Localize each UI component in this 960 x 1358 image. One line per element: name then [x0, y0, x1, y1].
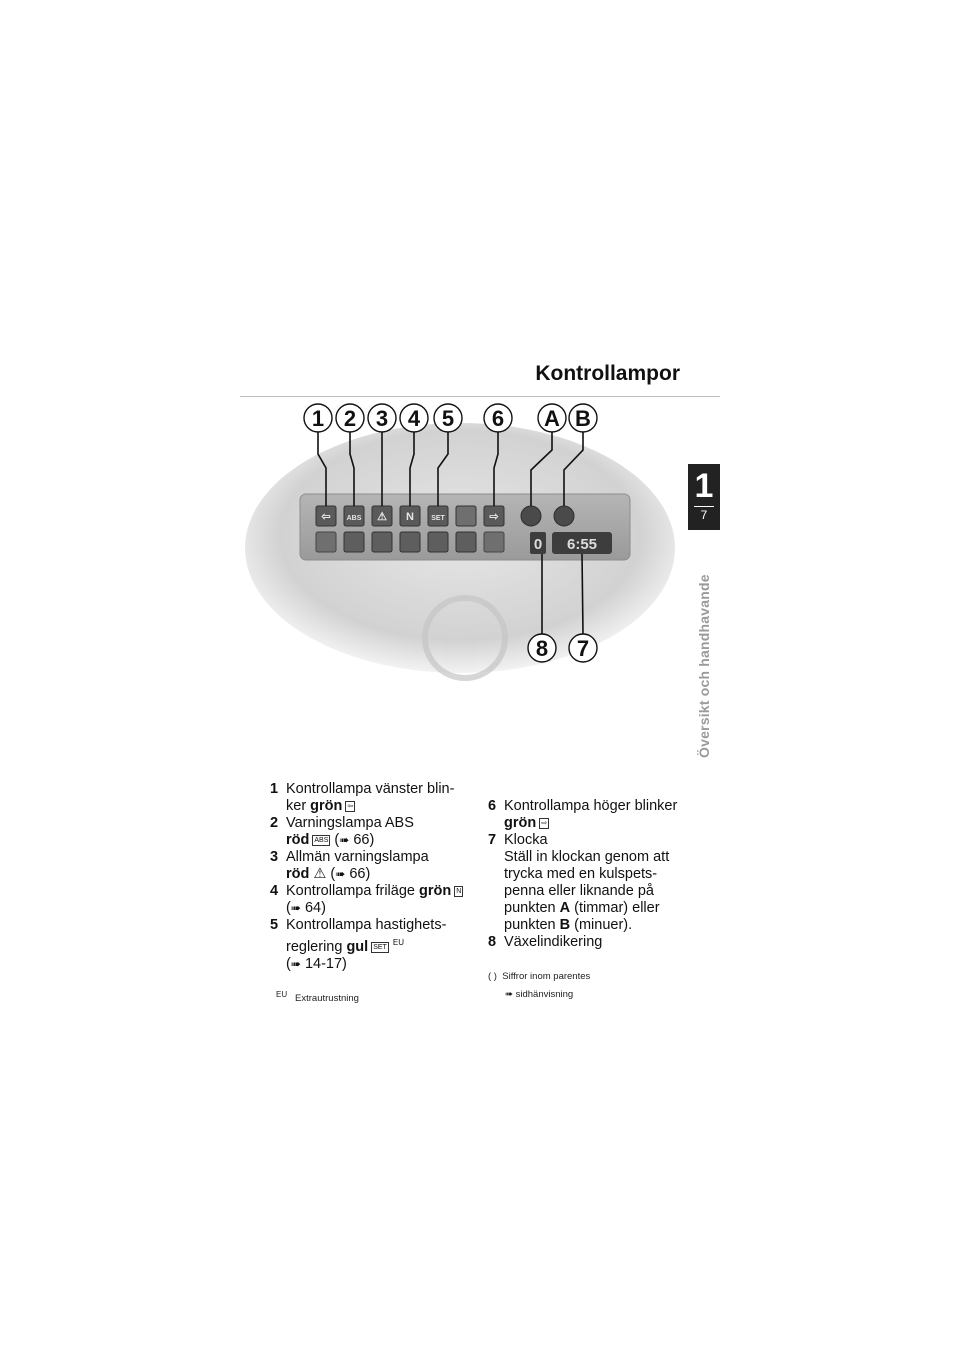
neutral-icon: N [456, 887, 462, 895]
lamp-symbol: SET [431, 515, 445, 522]
clock-display: 6:55 [566, 536, 598, 553]
callout-label: 8 [535, 636, 549, 661]
callout-label: 1 [311, 406, 325, 431]
footnote-eu: $^{EU}$ Extrautrustning [276, 990, 359, 1005]
footnote-arrow: ➠ sidhänvisning [505, 989, 574, 1000]
list-item: 1 Kontrollampa vänster blin- ker grön ⇦ [270, 781, 455, 814]
chapter-number: 1 [694, 467, 714, 505]
callout-label: 6 [491, 406, 505, 431]
abs-icon: ABS [314, 836, 329, 844]
title-divider [240, 396, 720, 397]
chapter-divider [694, 506, 714, 507]
list-item: 4 Kontrollampa friläge grön N (➠ 64) [270, 883, 462, 916]
control-lamps-diagram [240, 398, 680, 698]
callout-label: A [544, 406, 560, 431]
lamp-row-bottom [316, 532, 612, 554]
list-item: 2 Varningslampa ABS röd ABS (➠ 66) [270, 815, 414, 848]
page-title: Kontrollampor [535, 362, 680, 385]
set-icon: SET [373, 943, 387, 951]
callout-label: 7 [576, 636, 590, 661]
left-turn-icon: ⇦ [347, 802, 354, 810]
lamp-symbol: ABS [346, 515, 362, 522]
button-a [521, 506, 541, 526]
right-turn-icon: ⇨ [541, 819, 548, 827]
callout-label: 4 [407, 406, 421, 431]
gear-display: 0 [533, 536, 543, 553]
list-item: 6 Kontrollampa höger blinker grön ⇨ [488, 798, 678, 831]
button-b [554, 506, 574, 526]
callout-label: 3 [375, 406, 389, 431]
list-item: 8 Växelindikering [488, 934, 603, 950]
callout-label: B [575, 406, 591, 431]
list-item: 7 Klocka Ställ in klockan genom att trycka med en kulspets- penna eller liknande på punkten A (timmar) eller punkten B (minuer). [488, 832, 670, 933]
chapter-side-label: Översikt och handhavande [696, 574, 712, 758]
lamp-symbol: ⚠ [377, 511, 387, 523]
legend-left [270, 781, 480, 973]
indicator-lamp [456, 506, 476, 526]
lamp-symbol: ⇦ [321, 511, 331, 523]
warning-icon: ⚠ [313, 866, 327, 882]
footnote-parentheses: ( ) Siffror inom parentes [488, 971, 591, 982]
lamp-row-top [316, 506, 504, 526]
callout-label: 5 [441, 406, 455, 431]
legend-right [488, 798, 688, 951]
callout-label: 2 [343, 406, 357, 431]
list-item: 5 Kontrollampa hastighets- reglering gul SET $^{EU}$ (➠ 14-17) [270, 917, 447, 972]
lamp-symbol: ⇨ [489, 511, 499, 523]
lamp-symbol: N [406, 511, 414, 523]
list-item: 3 Allmän varningslampa röd ⚠ (➠ 66) [270, 849, 429, 882]
callout-leader [582, 554, 583, 634]
page-number: 7 [700, 508, 708, 522]
